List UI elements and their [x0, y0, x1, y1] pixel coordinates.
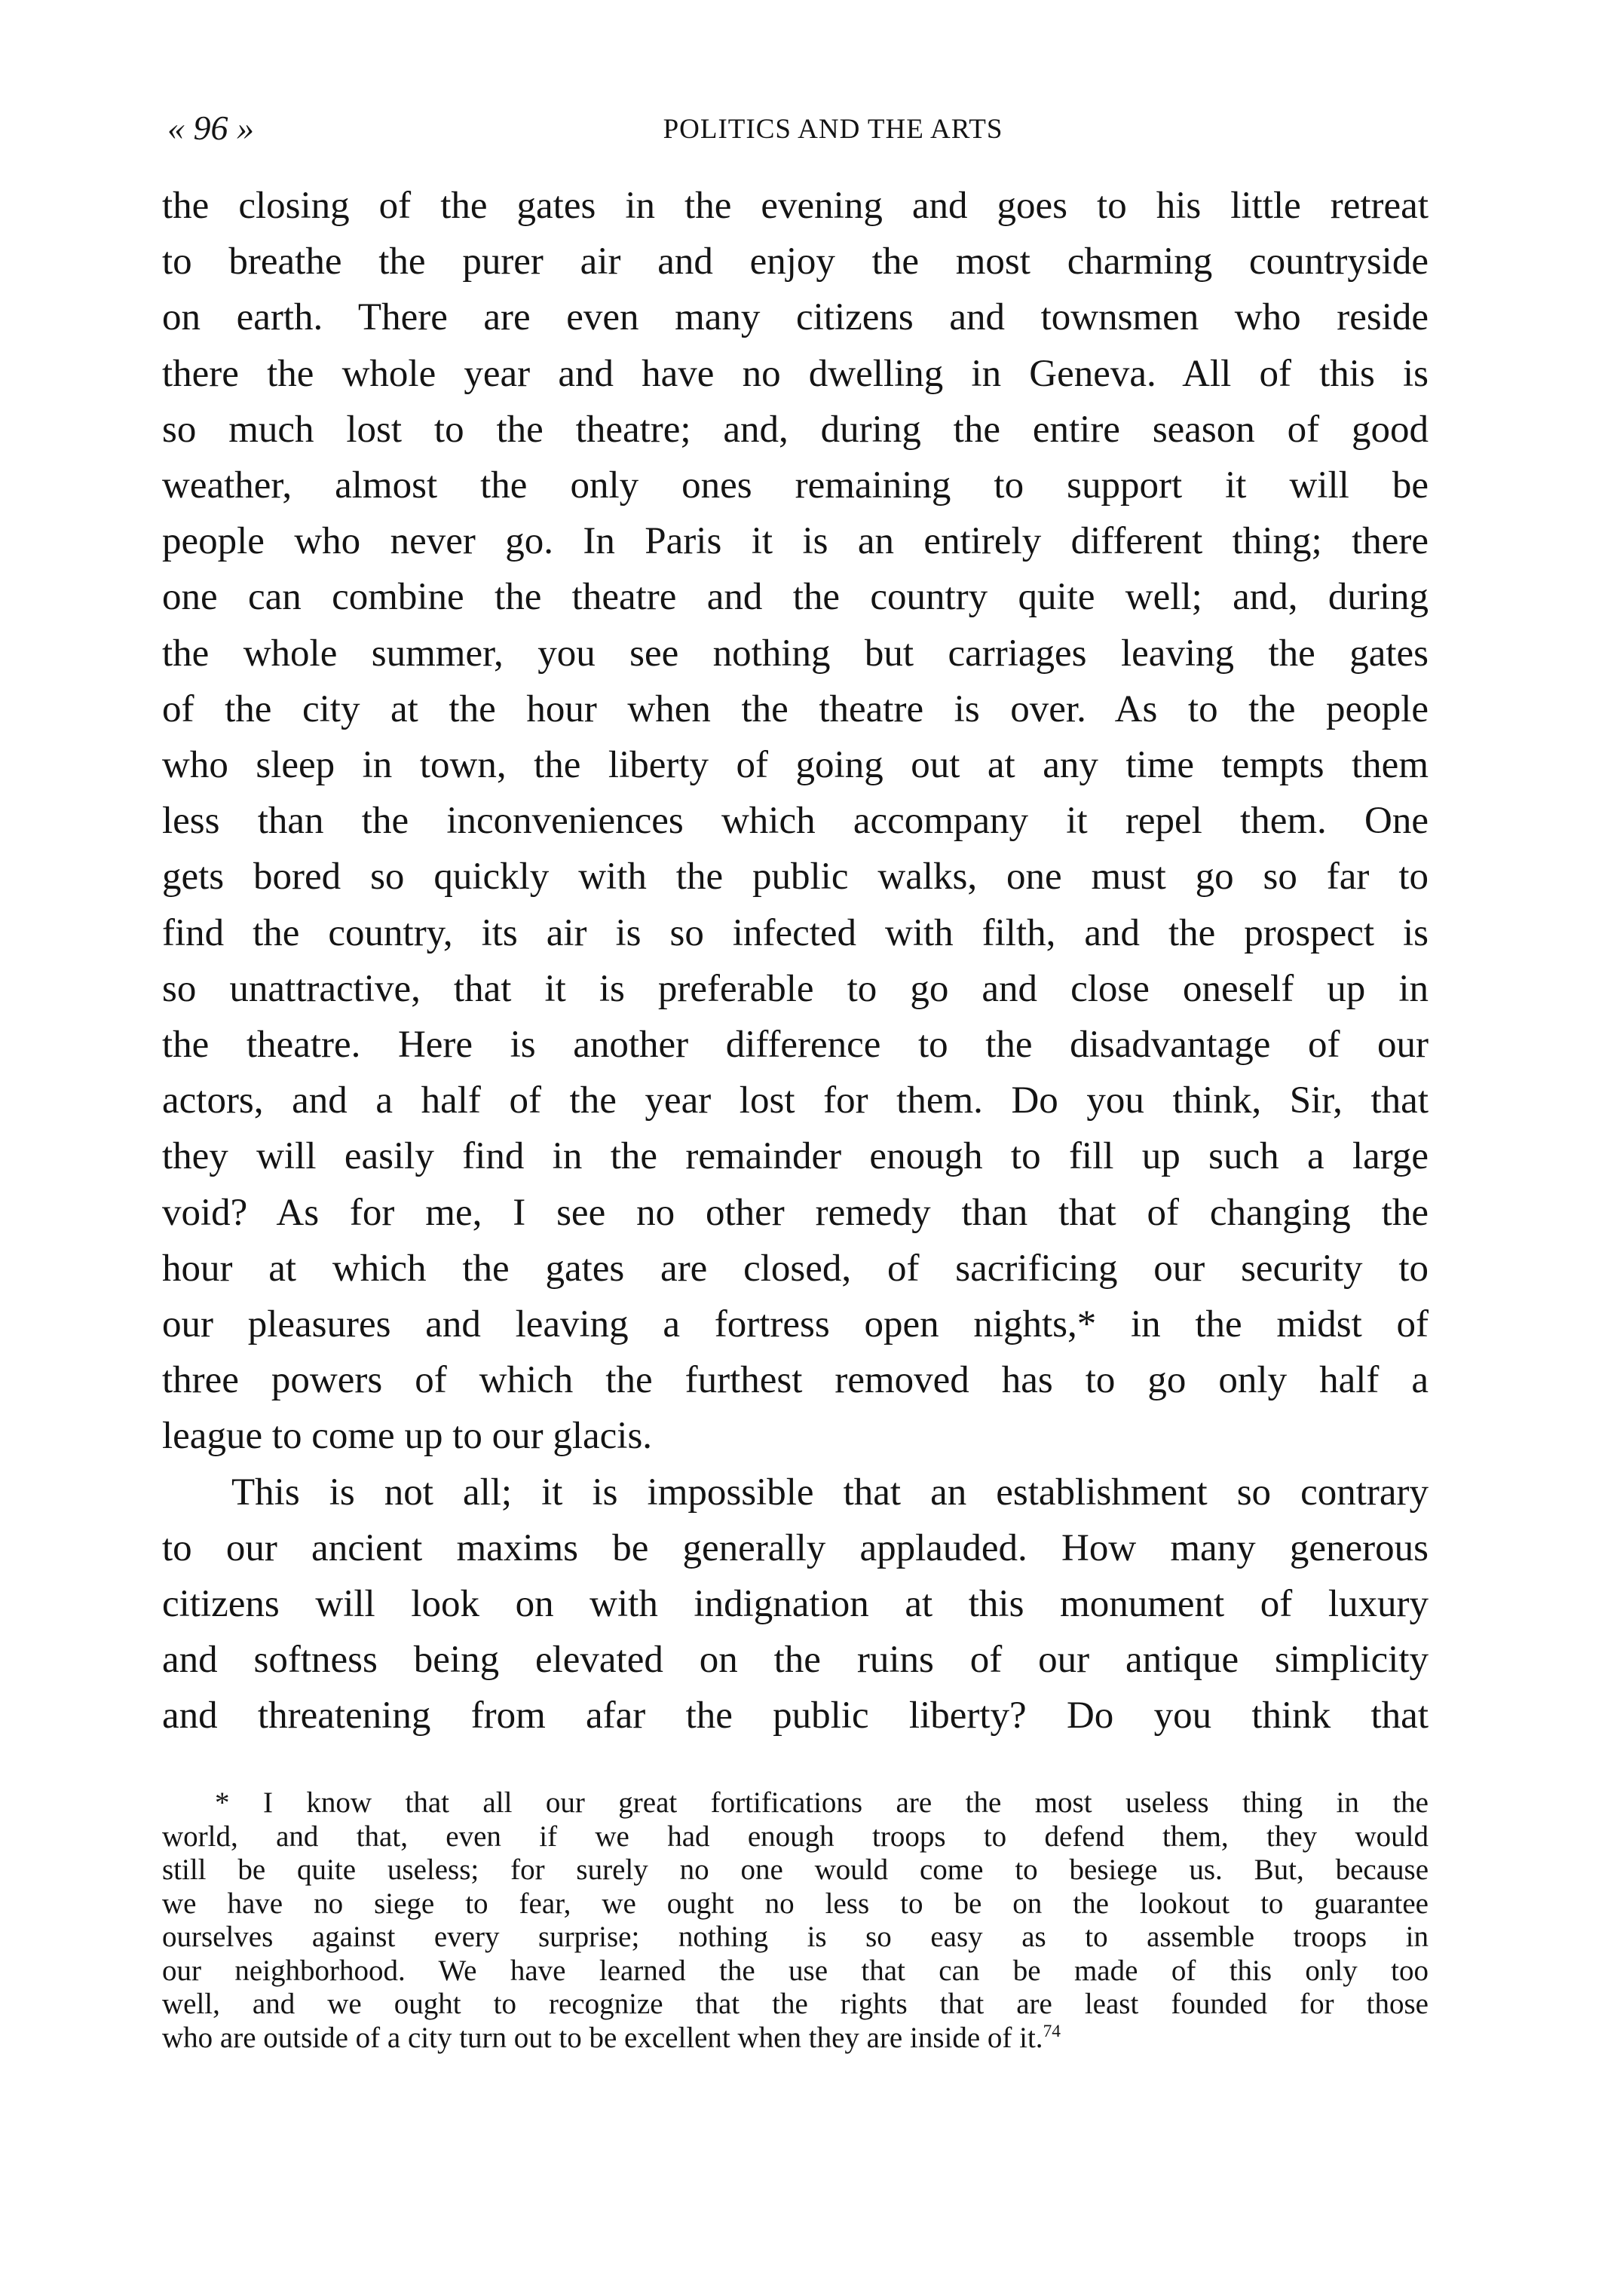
body-line: weather, almost the only ones remaining to support it will be: [162, 464, 1429, 507]
body-line: less than the inconveniences which accompany it repel them. One: [162, 800, 1429, 843]
footnote-line: who are outside of a city turn out to be excellent when they are inside of it.: [162, 2021, 1043, 2054]
body-line: the closing of the gates in the evening and goes to his little retreat: [162, 185, 1429, 227]
body-line: and softness being elevated on the ruins of our antique simplicity: [162, 1639, 1429, 1682]
body-line: the whole summer, you see nothing but carriages leaving the gates: [162, 632, 1429, 675]
footnote-line: we have no siege to fear, we ought no less to be on the lookout to guarantee: [162, 1887, 1429, 1920]
body-line: so unattractive, that it is preferable to go and close oneself up in: [162, 967, 1429, 1010]
body-line: three powers of which the furthest removed has to go only half a: [162, 1359, 1429, 1402]
note-reference: 74: [1043, 2021, 1061, 2041]
body-line: on earth. There are even many citizens and townsmen who reside: [162, 296, 1429, 339]
body-text: [162, 178, 1429, 1744]
body-line: league to come up to our glacis.: [162, 1415, 653, 1458]
body-line: gets bored so quickly with the public walks, one must go so far to: [162, 856, 1429, 899]
footnote-line: world, and that, even if we had enough troops to defend them, they would: [162, 1820, 1429, 1853]
body-line: actors, and a half of the year lost for them. Do you think, Sir, that: [162, 1079, 1429, 1122]
body-line: void? As for me, I see no other remedy than that of changing the: [162, 1191, 1429, 1234]
body-line: our pleasures and leaving a fortress open nights,* in the midst of: [162, 1303, 1429, 1346]
page-number: « 96 »: [167, 109, 254, 147]
body-line: the theatre. Here is another difference to the disadvantage of our: [162, 1024, 1429, 1067]
body-line: This is not all; it is impossible that an establishment so contrary: [231, 1471, 1429, 1514]
footnote-line: * I know that all our great fortifications are the most useless thing in the: [215, 1786, 1429, 1819]
body-line: who sleep in town, the liberty of going out at any time tempts them: [162, 744, 1429, 787]
body-line: there the whole year and have no dwelling in Geneva. All of this is: [162, 352, 1429, 395]
body-line: one can combine the theatre and the country quite well; and, during: [162, 576, 1429, 619]
body-line: to breathe the purer air and enjoy the most charming countryside: [162, 240, 1429, 283]
footnote-line: ourselves against every surprise; nothing is so easy as to assemble troops in: [162, 1921, 1429, 1953]
running-title: POLITICS AND THE ARTS: [663, 114, 1003, 145]
footnote-line: still be quite useless; for surely no one would come to besiege us. But, because: [162, 1854, 1429, 1886]
footnote-line: our neighborhood. We have learned the use that can be made of this only too: [162, 1954, 1429, 1987]
body-line: hour at which the gates are closed, of sacrificing our security to: [162, 1247, 1429, 1290]
body-line: find the country, its air is so infected with filth, and the prospect is: [162, 911, 1429, 954]
body-line: and threatening from afar the public liberty? Do you think that: [162, 1694, 1429, 1737]
running-head: [167, 106, 1431, 151]
body-line: they will easily find in the remainder enough to fill up such a large: [162, 1135, 1429, 1178]
body-line: people who never go. In Paris it is an entirely different thing; there: [162, 520, 1429, 563]
footnote-line: well, and we ought to recognize that the rights that are least founded for those: [162, 1988, 1429, 2020]
body-line: citizens will look on with indignation at this monument of luxury: [162, 1583, 1429, 1626]
body-line: to our ancient maxims be generally applauded. How many generous: [162, 1526, 1429, 1569]
body-line: so much lost to the theatre; and, during the entire season of good: [162, 408, 1429, 451]
body-line: of the city at the hour when the theatre is over. As to the people: [162, 687, 1429, 730]
footnote: [162, 1786, 1429, 2055]
footnote-last-line: [162, 2022, 1429, 2056]
